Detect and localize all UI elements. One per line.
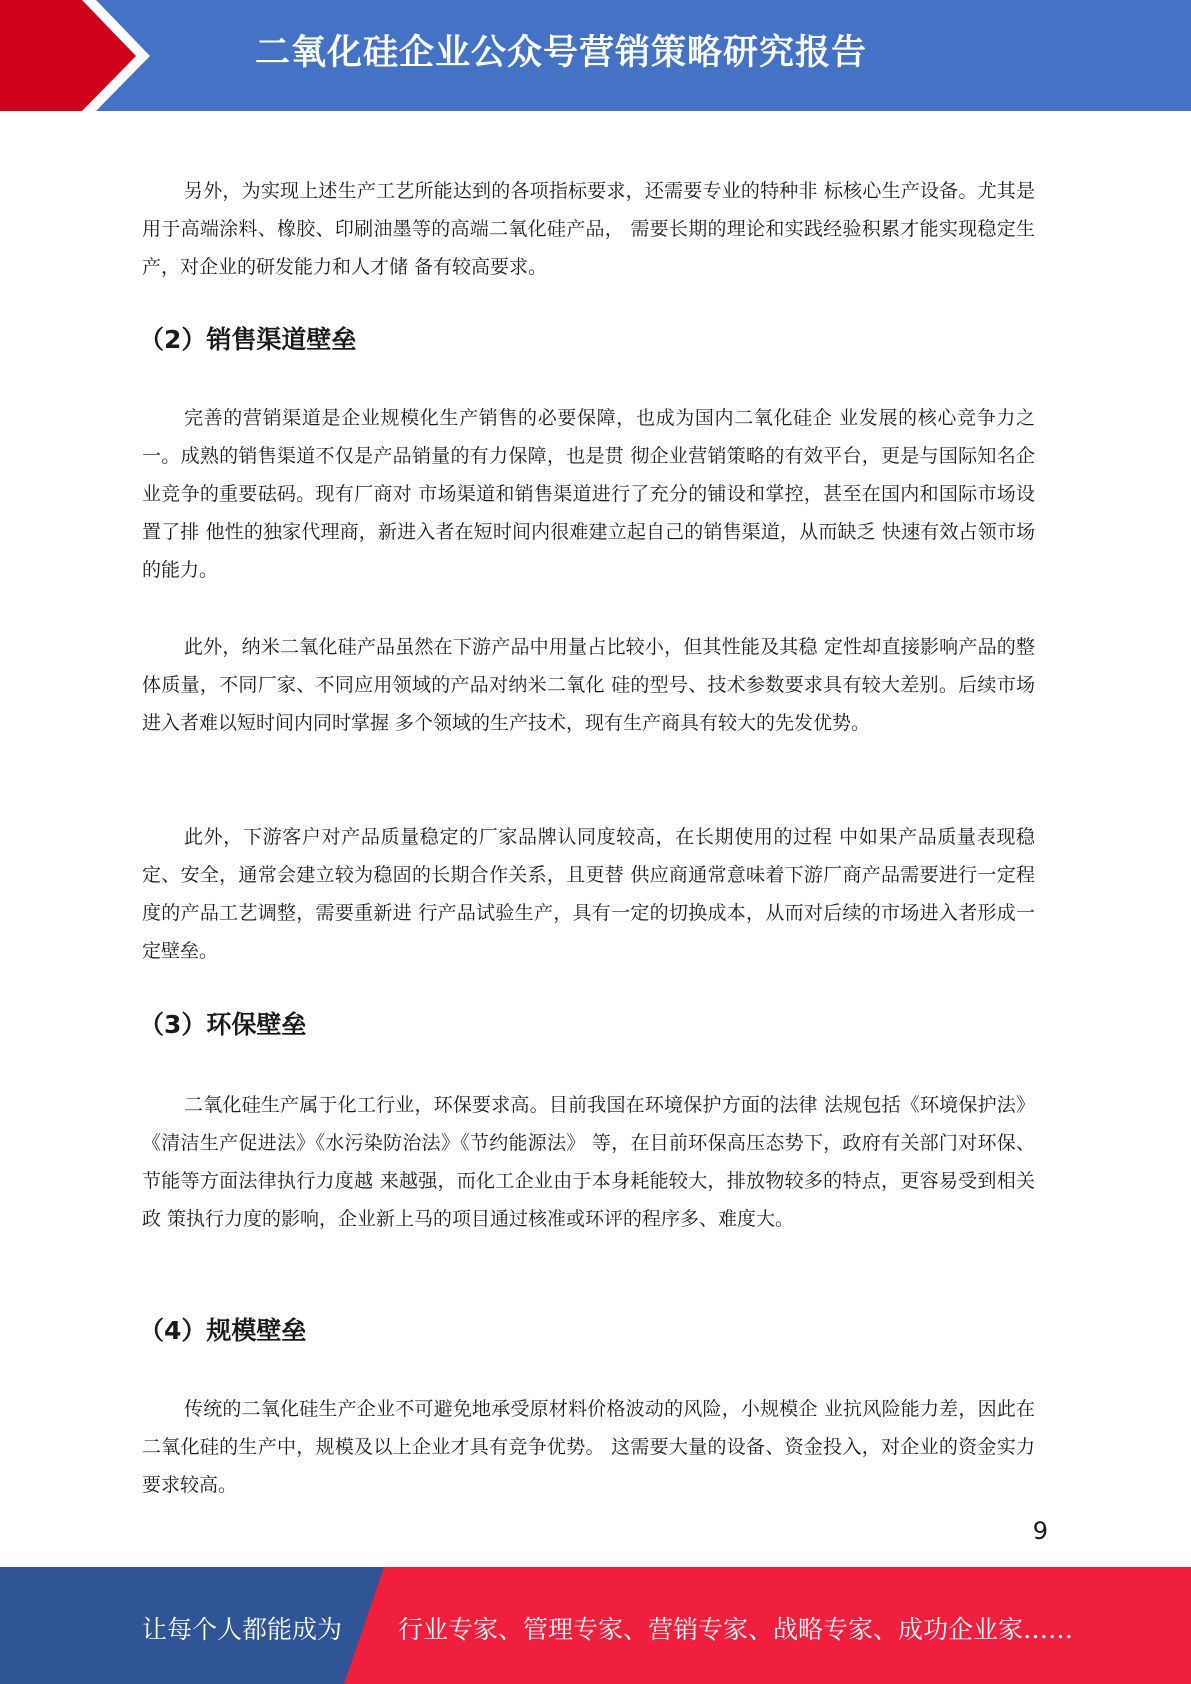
document-title: 二氧化硅企业公众号营销策略研究报告	[255, 33, 868, 73]
footer-slogan-right: 行业专家、管理专家、营销专家、战略专家、成功企业家……	[398, 1615, 1074, 1644]
section-heading-sales-channel: （2）销售渠道壁垒	[139, 325, 357, 354]
page-number: 9	[1032, 1517, 1048, 1545]
paragraph-scale: 传统的二氧化硅生产企业不可避免地承受原材料价格波动的风险，小规模企 业抗风险能力差，因此在二氧化硅的生产中，规模及以上企业才具有竞争优势。 这需要大量的设备、资金投入，对企业的资金实力要求较高。	[142, 1398, 1035, 1496]
page-footer	[0, 1567, 1191, 1684]
section-heading-environmental: （3）环保壁垒	[139, 1010, 307, 1039]
paragraph-equipment: 另外，为实现上述生产工艺所能达到的各项指标要求，还需要专业的特种非 标核心生产设备。尤其是用于高端涂料、橡胶、印刷油墨等的高端二氧化硅产品， 需要长期的理论和实践经验积累才能实现稳定生产，对企业的研发能力和人才储 备有较高要求。	[142, 180, 1035, 278]
paragraph-customer-loyalty: 此外，下游客户对产品质量稳定的厂家品牌认同度较高，在长期使用的过程 中如果产品质量表现稳定、安全，通常会建立较为稳固的长期合作关系，且更替 供应商通常意味着下游厂商产品需要进行一定程度的产品工艺调整，需要重新进 行产品试验生产，具有一定的切换成本，从而对后续的市场进入者形成一定壁垒。	[142, 826, 1035, 962]
paragraph-nano-silica: 此外，纳米二氧化硅产品虽然在下游产品中用量占比较小，但其性能及其稳 定性却直接影响产品的整体质量，不同厂家、不同应用领域的产品对纳米二氧化 硅的型号、技术参数要求具有较大差别。后续市场进入者难以短时间内同时掌握 多个领域的生产技术，现有生产商具有较大的先发优势。	[142, 636, 1035, 734]
footer-slogan-left: 让每个人都能成为	[142, 1615, 343, 1644]
header-red-chevron	[0, 0, 150, 111]
paragraph-environmental: 二氧化硅生产属于化工行业，环保要求高。目前我国在环境保护方面的法律 法规包括《环境保护法》《清洁生产促进法》《水污染防治法》《节约能源法》 等，在目前环保高压态势下，政府有关部门对环保、节能等方面法律执行力度越 来越强，而化工企业由于本身耗能较大，排放物较多的特点，更容易受到相关政 策执行力度的影响，企业新上马的项目通过核准或环评的程序多、难度大。	[142, 1094, 1035, 1230]
paragraph-sales-channel: 完善的营销渠道是企业规模化生产销售的必要保障，也成为国内二氧化硅企 业发展的核心竞争力之一。成熟的销售渠道不仅是产品销量的有力保障，也是贯 彻企业营销策略的有效平台，更是与国际知名企业竞争的重要砝码。现有厂商对 市场渠道和销售渠道进行了充分的铺设和掌控，甚至在国内和国际市场设置了排 他性的独家代理商，新进入者在短时间内很难建立起自己的销售渠道，从而缺乏 快速有效占领市场的能力。	[142, 407, 1035, 581]
page-header	[0, 0, 1191, 111]
section-heading-scale: （4）规模壁垒	[139, 1316, 307, 1345]
